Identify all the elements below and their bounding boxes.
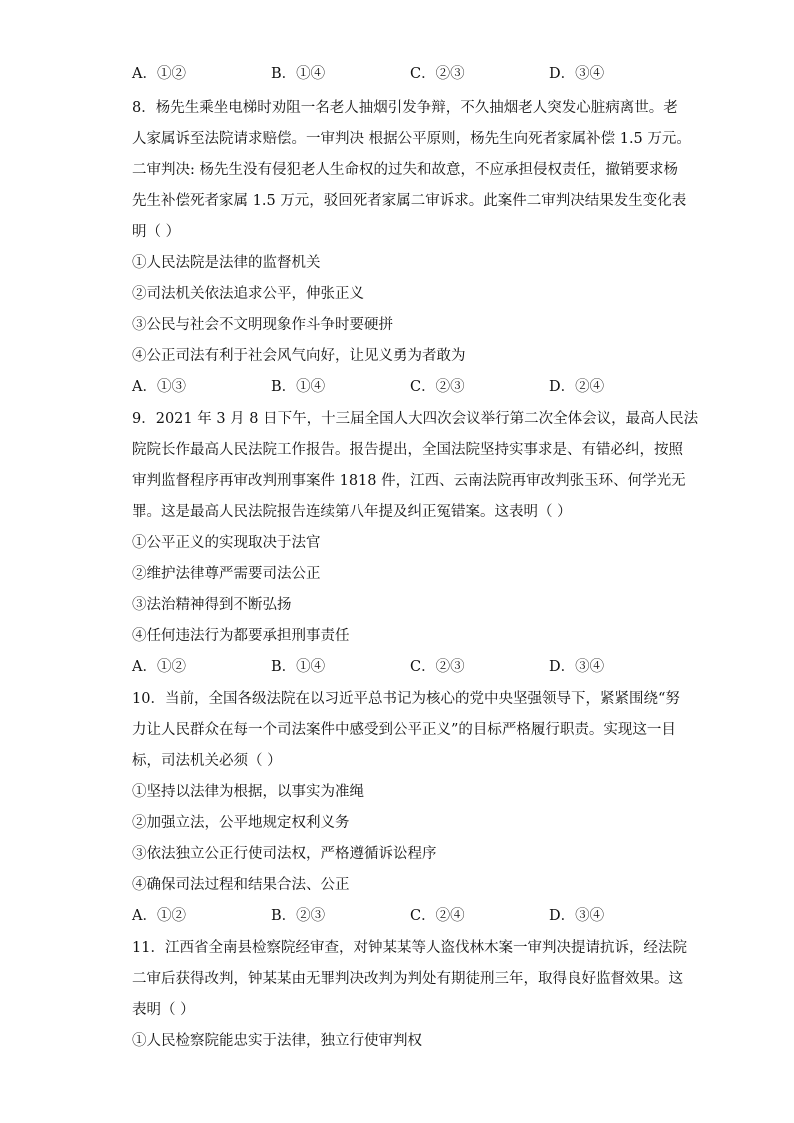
question-9-line-1: 9．2021 年 3 月 8 日下午，十三届全国人大四次会议举行第二次全体会议，最高人民法: [132, 411, 699, 427]
option-c: C．②③: [410, 379, 465, 395]
option-a: A．①③: [132, 379, 186, 395]
statement-3: ③公民与社会不文明现象作斗争时要硬拼: [132, 317, 393, 333]
option-b: B．①④: [271, 659, 326, 675]
question-8-line-1: 8．杨先生乘坐电梯时劝阻一名老人抽烟引发争辩，不久抽烟老人突发心脏病离世。老: [132, 100, 678, 116]
option-d: D．③④: [549, 908, 605, 924]
statement-2: ②维护法律尊严需要司法公正: [132, 566, 321, 582]
question-8-options: [132, 377, 672, 397]
option-b: B．②③: [271, 908, 326, 924]
question-8-line-3: 二审判决: 杨先生没有侵犯老人生命权的过失和故意，不应承担侵权责任，撤销要求杨: [132, 162, 678, 178]
question-10-line-2: 力让人民群众在每一个司法案件中感受到公平正义”的目标严格履行职责。实现这一目: [132, 722, 676, 738]
option-a: A．①②: [132, 66, 186, 82]
question-8-line-4: 先生补偿死者家属 1.5 万元，驳回死者家属二审诉求。此案件二审判决结果发生变化表: [132, 193, 687, 209]
statement-1: ①公平正义的实现取决于法官: [132, 535, 321, 551]
option-c: C．②④: [410, 908, 465, 924]
statement-4: ④确保司法过程和结果合法、公正: [132, 877, 350, 893]
option-d: D．②④: [549, 379, 605, 395]
question-11-line-1: 11．江西省全南县检察院经审查，对钟某某等人盗伐林木案一审判决提请抗诉，经法院: [132, 940, 687, 956]
statement-2: ②司法机关依法追求公平，伸张正义: [132, 286, 364, 302]
question-11-line-2: 二审后获得改判，钟某某由无罪判决改判为判处有期徒刑三年，取得良好监督效果。这: [132, 971, 683, 987]
question-10-line-3: 标，司法机关必须（ ）: [132, 753, 282, 769]
statement-1: ①人民检察院能忠实于法律，独立行使审判权: [132, 1033, 422, 1049]
option-c: C．②③: [410, 66, 465, 82]
prev-question-options: [132, 64, 672, 84]
option-b: B．①④: [271, 379, 326, 395]
question-9-options: [132, 657, 672, 677]
question-10-options: [132, 906, 672, 926]
question-8-line-2: 人家属诉至法院请求赔偿。一审判决 根据公平原则，杨先生向死者家属补偿 1.5 万元。: [132, 131, 691, 147]
statement-3: ③法治精神得到不断弘扬: [132, 597, 292, 613]
question-9-line-3: 审判监督程序再审改判刑事案件 1818 件，江西、云南法院再审改判张玉环、何学光无: [132, 473, 686, 489]
statement-1: ①人民法院是法律的监督机关: [132, 255, 321, 271]
statement-4: ④任何违法行为都要承担刑事责任: [132, 628, 350, 644]
option-a: A．①②: [132, 908, 186, 924]
question-10-line-1: 10．当前，全国各级法院在以习近平总书记为核心的党中央坚强领导下，紧紧围绕“努: [132, 691, 680, 707]
option-d: D．③④: [549, 66, 605, 82]
option-c: C．②③: [410, 659, 465, 675]
question-11-line-3: 表明（ ）: [132, 1002, 195, 1018]
statement-1: ①坚持以法律为根据，以事实为准绳: [132, 784, 364, 800]
option-a: A．①②: [132, 659, 186, 675]
option-b: B．①④: [271, 66, 326, 82]
question-9-line-4: 罪。这是最高人民法院报告连续第八年提及纠正冤错案。这表明（ ）: [132, 504, 572, 520]
statement-3: ③依法独立公正行使司法权，严格遵循诉讼程序: [132, 846, 437, 862]
question-8-line-5: 明（ ）: [132, 224, 181, 240]
option-d: D．③④: [549, 659, 605, 675]
question-9-line-2: 院院长作最高人民法院工作报告。报告提出，全国法院坚持实事求是、有错必纠，按照: [132, 442, 683, 458]
statement-2: ②加强立法，公平地规定权利义务: [132, 815, 350, 831]
statement-4: ④公正司法有利于社会风气向好，让见义勇为者敢为: [132, 348, 466, 364]
